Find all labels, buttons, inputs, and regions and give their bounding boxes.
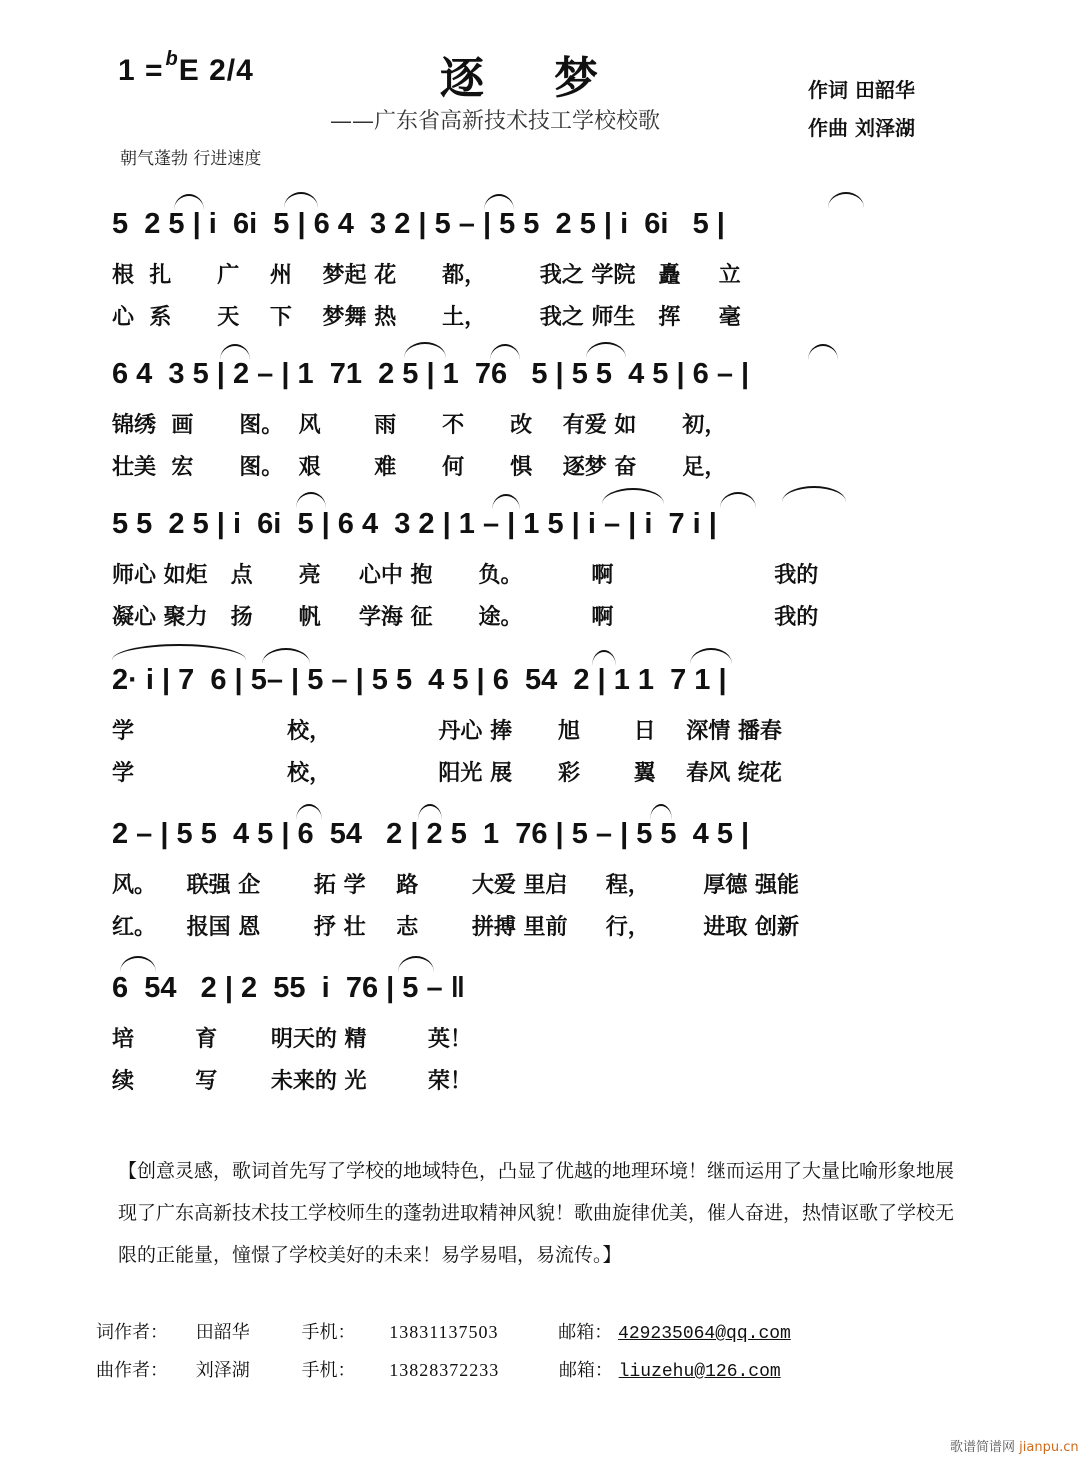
- slur-mark: [720, 492, 756, 508]
- slur-mark: [398, 956, 434, 972]
- notation-line: 6 4 3 5 | 2 – | 1 71 2 5 | 1 76 5 | 5 5 4 5 | 6 – |: [112, 358, 750, 390]
- slur-mark: [808, 344, 838, 360]
- phone-label: 手机：: [301, 1360, 356, 1381]
- song-subtitle: ——广东省高新技术技工学校校歌: [330, 109, 661, 134]
- slur-mark: [592, 650, 616, 666]
- lyrics-verse-1: 风。 联强 企 拓 学 路 大爱 里启 程， 厚德 强能: [112, 873, 800, 898]
- slur-mark: [490, 344, 520, 360]
- lyrics-verse-2: 红。 报国 恩 抒 壮 志 拼搏 里前 行， 进取 创新: [112, 915, 800, 940]
- email-link[interactable]: liuzehu@126.com: [618, 1362, 781, 1382]
- song-title: 逐梦: [440, 53, 668, 104]
- slur-mark: [112, 644, 246, 660]
- email-label: 邮箱：: [558, 1360, 613, 1381]
- lyrics-verse-2: 心 系 天 下 梦舞 热 土， 我之 师生 挥 毫: [112, 305, 741, 330]
- lyricist-credit: 作词 田韶华: [808, 78, 915, 102]
- lyrics-verse-1: 根 扎 广 州 梦起 花 都， 我之 学院 矗 立: [112, 263, 741, 288]
- creative-inspiration-note: 【创意灵感，歌词首先写了学校的地域特色，凸显了优越的地理环境！继而运用了大量比喻形象地展现了广东高新技术技工学校师生的蓬勃进取精神风貌！歌曲旋律优美，催人奋进，热情讴歌了学校无限的正能量，憧憬了学校美好的未来！易学易唱，易流传。】: [118, 1160, 955, 1266]
- phone-label: 手机：: [301, 1322, 356, 1343]
- notation-line: 2 – | 5 5 4 5 | 6 54 2 | 2 5 1 76 | 5 – | 5 5 4 5 |: [112, 818, 750, 850]
- lyrics-verse-1: 培 育 明天的 精 英！: [112, 1027, 472, 1052]
- contact-role: 曲作者：: [96, 1360, 168, 1381]
- contact-row-composer: [96, 1356, 781, 1382]
- contact-role: 词作者：: [96, 1322, 168, 1343]
- slur-mark: [484, 194, 514, 210]
- lyrics-verse-1: 学 校， 丹心 捧 旭 日 深情 播春: [112, 719, 782, 744]
- notation-line: 2· i | 7 6 | 5– | 5 – | 5 5 4 5 | 6 54 2 | 1 1 7 1 |: [112, 664, 727, 696]
- notation-line: 5 5 2 5 | i 6i 5 | 6 4 3 2 | 1 – | 1 5 | i – | i 7 i |: [112, 508, 717, 540]
- slur-mark: [828, 192, 864, 208]
- lyrics-verse-1: 锦绣 画 图。 风 雨 不 改 有爱 如 初，: [112, 413, 727, 438]
- phone-number: 13828372233: [389, 1360, 500, 1380]
- slur-mark: [262, 648, 310, 664]
- contact-name: 田韶华: [195, 1322, 250, 1343]
- flat-sign: b: [165, 48, 179, 70]
- watermark-site-name: 歌谱简谱网: [950, 1440, 1016, 1455]
- slur-mark: [296, 492, 326, 508]
- slur-mark: [120, 956, 156, 972]
- slur-mark: [586, 342, 626, 358]
- lyrics-verse-1: 师心 如炬 点 亮 心中 抱 负。 啊 我的: [112, 563, 819, 588]
- slur-mark: [650, 804, 672, 820]
- slur-mark: [296, 804, 322, 820]
- slur-mark: [220, 344, 250, 360]
- slur-mark: [782, 486, 846, 502]
- slur-mark: [492, 494, 520, 510]
- composer-credit: 作曲 刘泽湖: [808, 116, 915, 140]
- email-label: 邮箱：: [558, 1322, 613, 1343]
- time-signature: 2/4: [209, 54, 254, 87]
- contact-name: 刘泽湖: [195, 1360, 250, 1381]
- slur-mark: [174, 194, 204, 210]
- key-signature: [118, 48, 254, 88]
- lyrics-verse-2: 凝心 聚力 扬 帆 学海 征 途。 啊 我的: [112, 605, 819, 630]
- key-prefix: 1 =: [118, 54, 164, 87]
- email-link[interactable]: 429235064@qq.com: [618, 1324, 791, 1344]
- lyrics-verse-2: 续 写 未来的 光 荣！: [112, 1069, 472, 1094]
- slur-mark: [602, 488, 664, 504]
- phone-number: 13831137503: [389, 1322, 499, 1342]
- watermark-url: jianpu.cn: [1019, 1440, 1079, 1455]
- slur-mark: [284, 192, 318, 208]
- slur-mark: [418, 804, 442, 820]
- lyrics-verse-2: 学 校， 阳光 展 彩 翼 春风 绽花: [112, 761, 782, 786]
- site-watermark: [950, 1436, 1079, 1455]
- key-note: E: [178, 54, 200, 87]
- slur-mark: [690, 648, 732, 664]
- notation-line: 5 2 5 | i 6i 5 | 6 4 3 2 | 5 – | 5 5 2 5 | i 6i 5 |: [112, 208, 725, 240]
- slur-mark: [404, 342, 446, 358]
- contact-row-lyricist: [96, 1318, 791, 1344]
- lyrics-verse-2: 壮美 宏 图。 艰 难 何 惧 逐梦 奋 足，: [112, 455, 727, 480]
- tempo-marking: 朝气蓬勃 行进速度: [120, 149, 262, 169]
- notation-line: 6 54 2 | 2 55 i 76 | 5 – ‖: [112, 972, 466, 1004]
